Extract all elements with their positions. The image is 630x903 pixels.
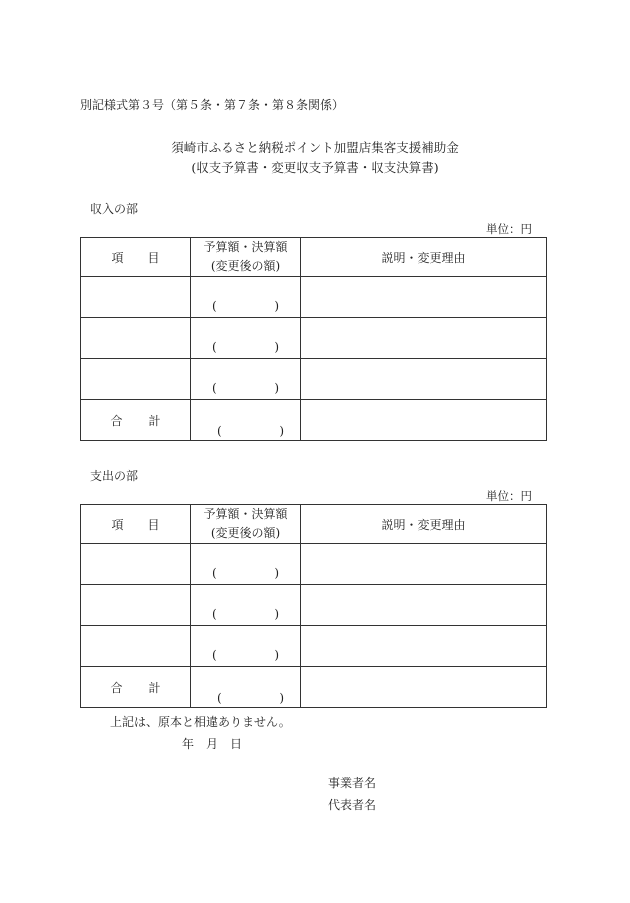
expense-section-heading: 支出の部 (90, 469, 139, 483)
paren-close: ) (274, 648, 279, 662)
income-row (81, 359, 547, 400)
expense-col-amount-line2: (変更後の額) (210, 526, 281, 540)
income-note-cell[interactable] (301, 318, 547, 359)
expense-col-amount-line1: 予算額・決算額 (203, 507, 288, 521)
income-total-note-cell[interactable] (301, 400, 547, 441)
income-amount-cell[interactable] (191, 277, 301, 318)
income-total-amount-cell[interactable] (191, 400, 301, 441)
income-section-heading: 収入の部 (90, 202, 139, 216)
representative-label: 代表者名 (328, 798, 377, 812)
expense-row (81, 626, 547, 667)
form-number: 別記様式第３号（第５条・第７条・第８条関係） (80, 98, 345, 112)
date-year-label: 年 (182, 737, 195, 751)
income-col-note-header (301, 238, 547, 277)
certification-statement: 上記は、原本と相違ありません。 (110, 715, 291, 729)
expense-table (80, 504, 547, 708)
income-item-cell[interactable] (81, 277, 191, 318)
document-subtitle: (収支予算書・変更収支予算書・収支決算書) (191, 160, 439, 175)
income-total-row (81, 400, 547, 441)
income-col-note-label: 説明・変更理由 (381, 250, 466, 265)
expense-col-item-header (81, 505, 191, 544)
date-day-label: 日 (230, 737, 243, 751)
expense-col-amount-header (191, 505, 301, 544)
paren-open: ( (212, 566, 217, 580)
paren-open: ( (212, 648, 217, 662)
document-title: 須崎市ふるさと納税ポイント加盟店集客支援補助金 (171, 140, 459, 155)
expense-item-cell[interactable] (81, 626, 191, 667)
expense-amount-cell[interactable] (191, 544, 301, 585)
income-note-cell[interactable] (301, 359, 547, 400)
date-month-label: 月 (206, 737, 219, 751)
income-amount-cell[interactable] (191, 318, 301, 359)
expense-amount-cell[interactable] (191, 626, 301, 667)
expense-row (81, 544, 547, 585)
income-header-row (81, 238, 547, 277)
income-item-cell[interactable] (81, 359, 191, 400)
income-col-amount-line2: (変更後の額) (210, 259, 281, 273)
expense-total-note-cell[interactable] (301, 667, 547, 708)
income-col-amount-header (191, 238, 301, 277)
business-name-label: 事業者名 (328, 776, 377, 790)
expense-col-note-header (301, 505, 547, 544)
expense-total-amount-cell[interactable] (191, 667, 301, 708)
paren-close: ) (274, 340, 279, 354)
paren-open: ( (212, 381, 217, 395)
expense-header-row (81, 505, 547, 544)
income-table (80, 237, 547, 441)
expense-unit-label: 単位：円 (486, 489, 532, 503)
income-amount-cell[interactable] (191, 359, 301, 400)
income-row (81, 277, 547, 318)
expense-total-label: 合 計 (81, 667, 191, 708)
paren-close: ) (279, 691, 284, 705)
date-line (182, 735, 254, 752)
expense-note-cell[interactable] (301, 544, 547, 585)
paren-open: ( (217, 691, 222, 705)
income-note-cell[interactable] (301, 277, 547, 318)
expense-note-cell[interactable] (301, 626, 547, 667)
paren-open: ( (212, 340, 217, 354)
income-total-label: 合 計 (81, 400, 191, 441)
expense-item-cell[interactable] (81, 544, 191, 585)
paren-open: ( (212, 607, 217, 621)
expense-col-item-label: 項 目 (111, 517, 160, 532)
expense-total-row (81, 667, 547, 708)
expense-amount-cell[interactable] (191, 585, 301, 626)
expense-col-note-label: 説明・変更理由 (381, 517, 466, 532)
paren-close: ) (274, 566, 279, 580)
income-col-amount-line1: 予算額・決算額 (203, 240, 288, 254)
income-col-item-label: 項 目 (111, 250, 160, 265)
income-item-cell[interactable] (81, 318, 191, 359)
paren-close: ) (274, 607, 279, 621)
expense-row (81, 585, 547, 626)
paren-close: ) (274, 299, 279, 313)
expense-item-cell[interactable] (81, 585, 191, 626)
paren-open: ( (212, 299, 217, 313)
expense-note-cell[interactable] (301, 585, 547, 626)
paren-close: ) (279, 424, 284, 438)
paren-open: ( (217, 424, 222, 438)
income-col-item-header (81, 238, 191, 277)
paren-close: ) (274, 381, 279, 395)
income-row (81, 318, 547, 359)
income-unit-label: 単位：円 (486, 222, 532, 236)
